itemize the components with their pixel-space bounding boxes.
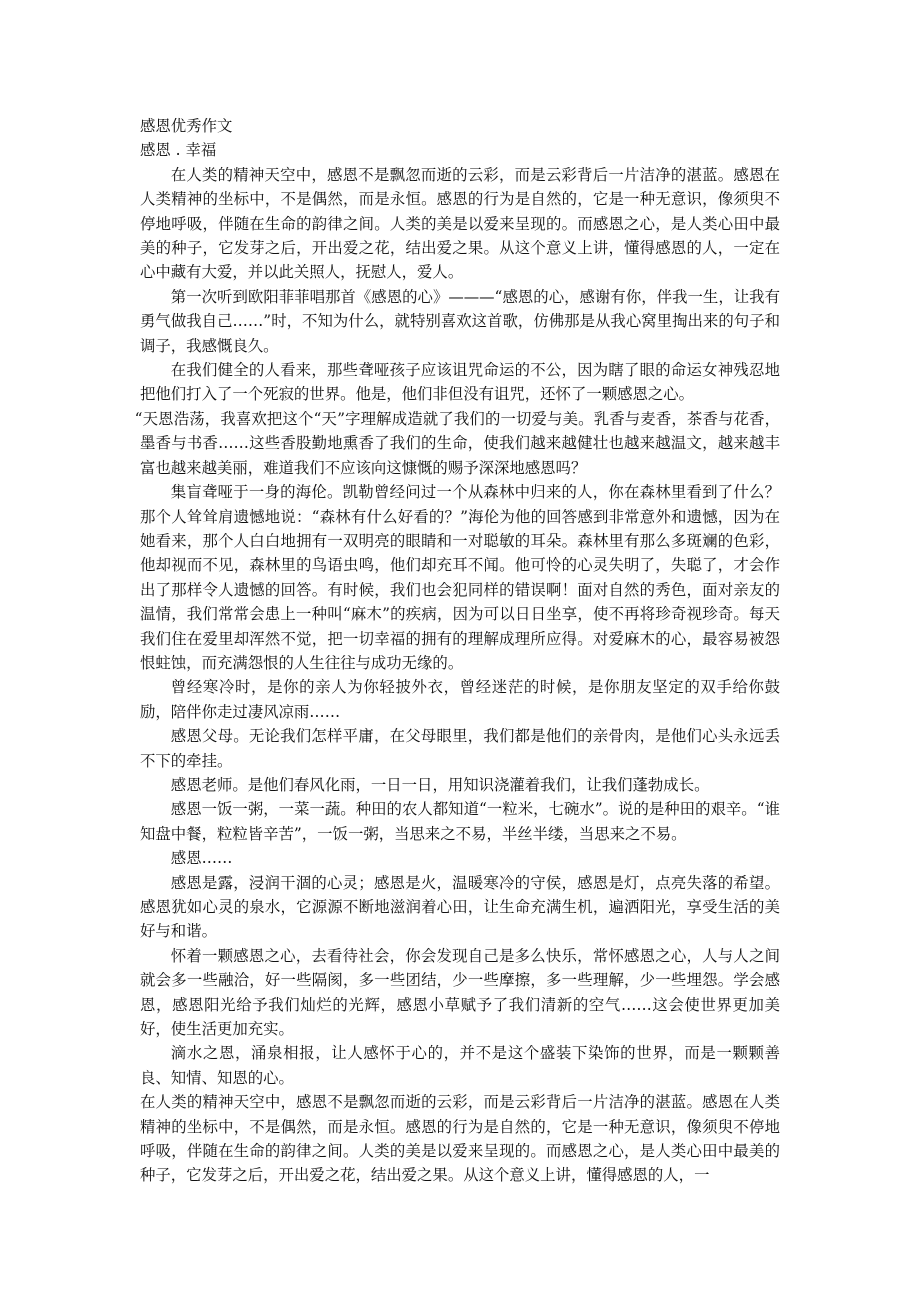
document-subtitle: 感恩 . 幸福 [140, 141, 217, 160]
paragraph-11: 感恩是露，浸润干涸的心灵；感恩是火，温暖寒冷的守侯，感恩是灯，点亮失落的希望。感恩犹如心灵的泉水，它源源不断地滋润着心田，让生命充满生机，遍洒阳光，享受生活的美好与和谐。 [140, 873, 780, 941]
paragraph-8: 感恩老师。是他们春风化雨，一日一日，用知识浇灌着我们，让我们蓬勃成长。 [170, 775, 710, 794]
document-title: 感恩优秀作文 [140, 117, 233, 135]
paragraph-14: 在人类的精神天空中，感恩不是飘忽而逝的云彩，而是云彩背后一片洁净的湛蓝。感恩在人类精神的坐标中，不是偶然，而是永恒。感恩的行为是自然的，它是一种无意识，像须臾不停地呼吸，伴随在生命的韵律之间。人类的美是以爱来呈现的。而感恩之心，是人类心田中最美的种子，它发芽之后，开出爱之花，结出爱之果。从这个意义上讲，懂得感恩的人，一 [140, 1093, 780, 1185]
document-page [134, 114, 780, 1188]
paragraph-1: 在人类的精神天空中，感恩不是飘忽而逝的云彩，而是云彩背后一片洁净的湛蓝。感恩在人类精神的坐标中，不是偶然，而是永恒。感恩的行为是自然的，它是一种无意识，像须臾不停地呼吸，伴随在生命的韵律之间。人类的美是以爱来呈现的。而感恩之心，是人类心田中最美的种子，它发芽之后，开出爱之花，结出爱之果。从这个意义上讲，懂得感恩的人，一定在心中藏有大爱，并以此关照人，抚慰人，爱人。 [140, 165, 780, 282]
paragraph-2: 第一次听到欧阳菲菲唱那首《感恩的心》———“感恩的心，感谢有你，伴我一生，让我有勇气做我自己……”时，不知为什么，就特别喜欢这首歌，仿佛那是从我心窝里掏出来的句子和调子，我感慨良久。 [140, 287, 780, 355]
paragraph-10: 感恩…… [170, 849, 233, 868]
paragraph-6: 曾经寒冷时，是你的亲人为你轻披外衣，曾经迷茫的时候，是你朋友坚定的双手给你鼓励，陪伴你走过凄风凉雨…… [140, 678, 780, 721]
paragraph-5: 集盲聋哑于一身的海伦。凯勒曾经问过一个从森林中归来的人，你在森林里看到了什么？那个人耸耸肩遗憾地说：“森林有什么好看的？”海伦为他的回答感到非常意外和遗憾，因为在她看来，那个人白白地拥有一双明亮的眼睛和一对聪敏的耳朵。森林里有那么多斑斓的色彩，他却视而不见，森林里的鸟语虫鸣，他们却充耳不闻。他可怜的心灵失明了，失聪了，才会作出了那样令人遗憾的回答。有时候，我们也会犯同样的错误啊！面对自然的秀色，面对亲友的温情，我们常常会患上一种叫“麻木”的疾病，因为可以日日坐享，使不再将珍奇视珍奇。每天我们住在爱里却浑然不觉，把一切幸福的拥有的理解成理所应得。对爱麻木的心，最容易被怨恨蛀蚀，而充满怨恨的人生往往与成功无缘的。 [140, 483, 780, 672]
paragraph-12: 怀着一颗感恩之心，去看待社会，你会发现自己是多么快乐，常怀感恩之心，人与人之间就会多一些融洽，好一些隔阂，多一些团结，少一些摩擦，多一些理解，少一些埋怨。学会感恩，感恩阳光给予我们灿烂的光辉，感恩小草赋予了我们清新的空气……这会使世界更加美好，使生活更加充实。 [140, 946, 780, 1039]
paragraph-4: “天恩浩荡，我喜欢把这个“天”字理解成造就了我们的一切爱与美。乳香与麦香，茶香与花香，墨香与书香……这些香股勤地熏香了我们的生命，使我们越来越健壮也越来越温文，越来越丰富也越来越美丽，难道我们不应该向这慷慨的赐予深深地感恩吗？ [134, 409, 780, 477]
paragraph-3: 在我们健全的人看来，那些聋哑孩子应该诅咒命运的不公，因为瞎了眼的命运女神残忍地把他们打入了一个死寂的世界。他是，他们非但没有诅咒，还怀了一颗感恩之心。 [140, 361, 780, 404]
paragraph-13: 滴水之恩，涌泉相报，让人感怀于心的，并不是这个盛装下染饰的世界，而是一颗颗善良、知情、知恩的心。 [140, 1044, 780, 1087]
paragraph-9: 感恩一饭一粥，一菜一蔬。种田的农人都知道“一粒米，七碗水”。说的是种田的艰辛。“谁知盘中餐，粒粒皆辛苦”，一饭一粥，当思来之不易，半丝半缕，当思来之不易。 [140, 800, 780, 843]
paragraph-7: 感恩父母。无论我们怎样平庸，在父母眼里，我们都是他们的亲骨肉，是他们心头永远丢不下的牵挂。 [140, 727, 780, 770]
